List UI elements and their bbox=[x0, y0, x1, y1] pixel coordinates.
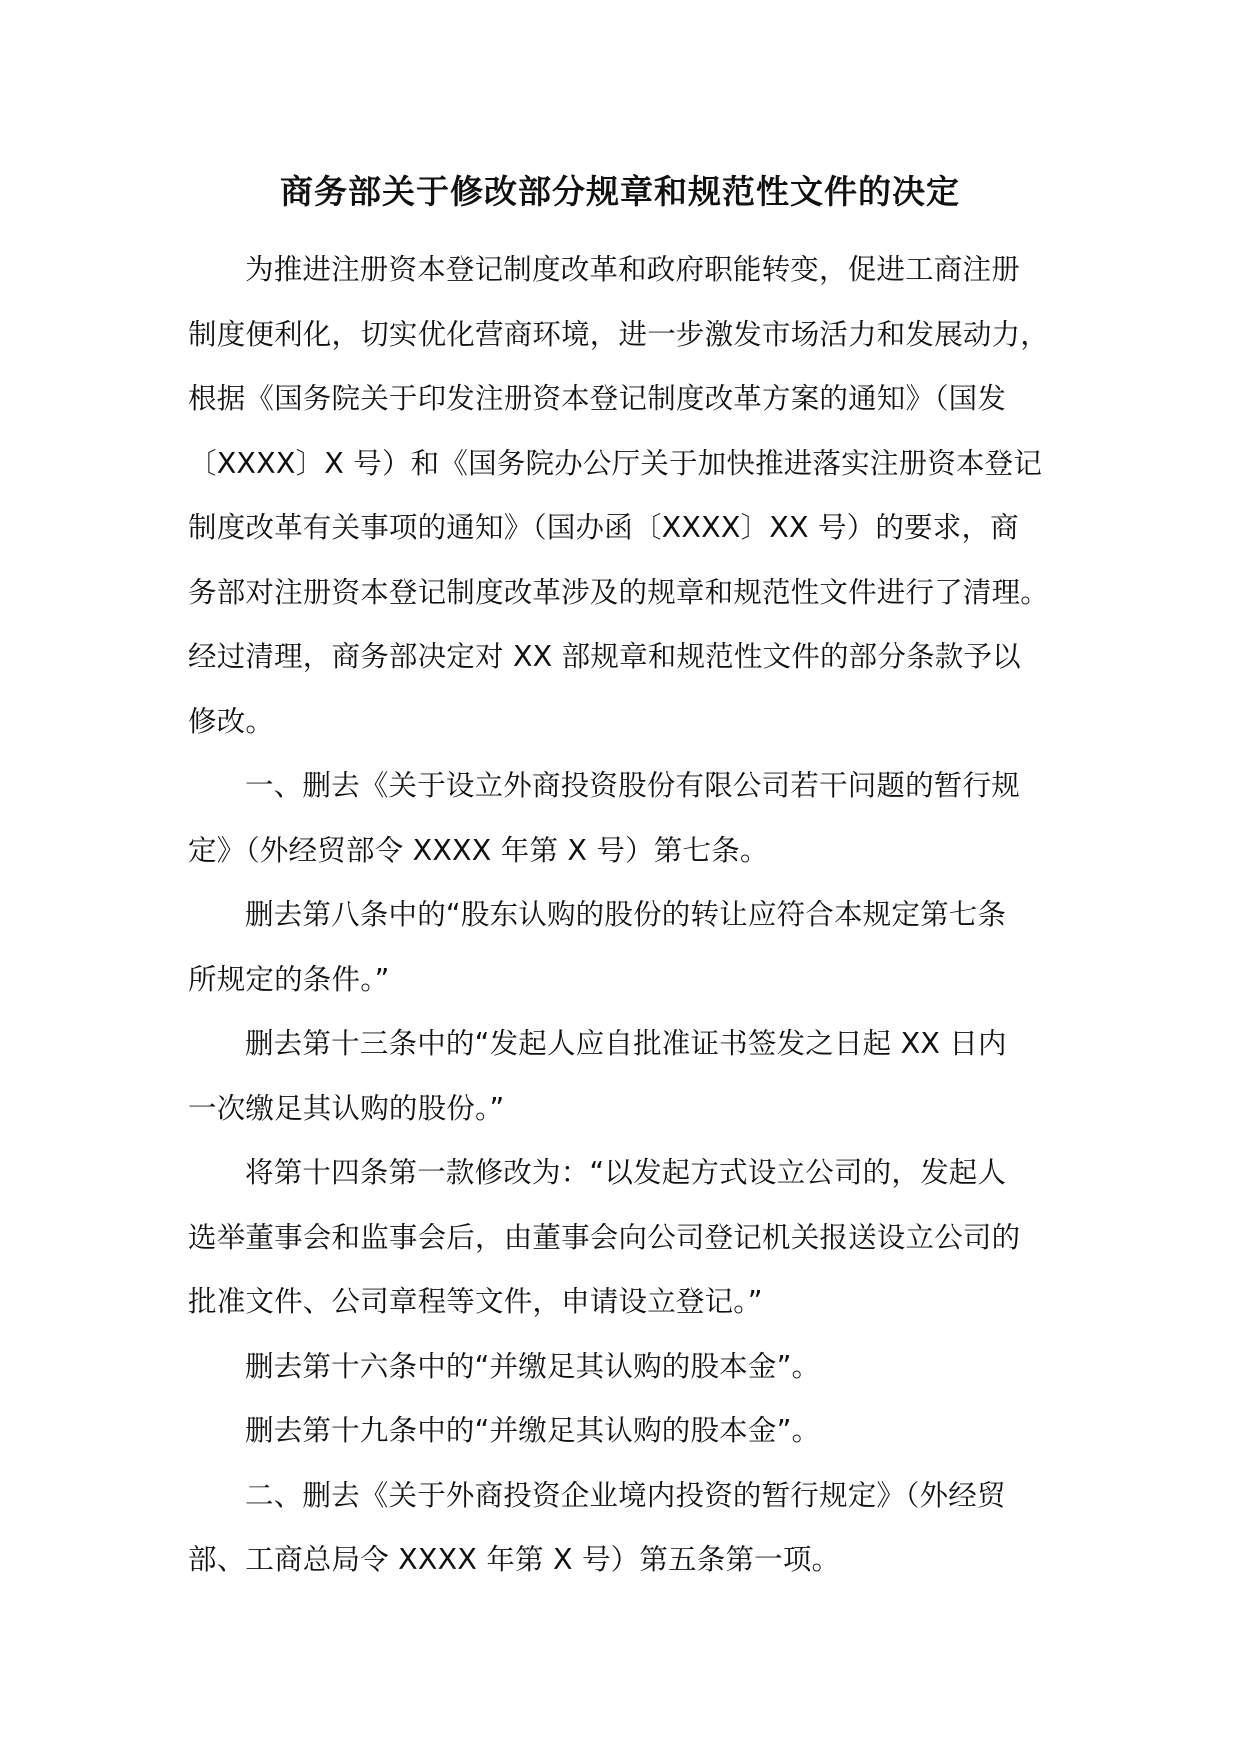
paragraph-item-1 bbox=[188, 754, 1088, 883]
text-line: 根据《国务院关于印发注册资本登记制度改革方案的通知》（国发 bbox=[188, 382, 1007, 415]
text-line: 制度改革有关事项的通知》（国办函〔XXXX〕XX 号）的要求，商 bbox=[188, 511, 1019, 544]
text-line: 务部对注册资本登记制度改革涉及的规章和规范性文件进行了清理。 bbox=[188, 575, 1050, 609]
text-line: 〔XXXX〕X 号）和《国务院办公厅关于加快推进落实注册资本登记 bbox=[188, 446, 1043, 480]
text-line: 定》（外经贸部令 XXXX 年第 X 号）第七条。 bbox=[188, 833, 769, 867]
document-title: 商务部关于修改部分规章和规范性文件的决定 bbox=[280, 172, 960, 211]
text-line: 删去第十六条中的“并缴足其认购的股本金”。 bbox=[245, 1349, 821, 1383]
paragraph-article-8 bbox=[188, 883, 1088, 1012]
text-line: 一、删去《关于设立外商投资股份有限公司若干问题的暂行规 bbox=[245, 769, 1020, 802]
paragraph-article-19 bbox=[188, 1399, 1088, 1464]
text-line: 将第十四条第一款修改为：“以发起方式设立公司的，发起人 bbox=[245, 1156, 1007, 1189]
paragraph-article-16 bbox=[188, 1335, 1088, 1400]
text-line: 批准文件、公司章程等文件，申请设立登记。” bbox=[188, 1285, 763, 1318]
paragraph-article-14 bbox=[188, 1141, 1088, 1335]
text-line: 为推进注册资本登记制度改革和政府职能转变，促进工商注册 bbox=[245, 253, 1020, 286]
text-line: 二、删去《关于外商投资企业境内投资的暂行规定》（外经贸 bbox=[245, 1478, 1006, 1512]
text-line: 制度便利化，切实优化营商环境，进一步激发市场活力和发展动力， bbox=[188, 317, 1050, 351]
text-line: 经过清理，商务部决定对 XX 部规章和规范性文件的部分条款予以 bbox=[188, 640, 1021, 673]
text-line: 部、工商总局令 XXXX 年第 X 号）第五条第一项。 bbox=[188, 1543, 841, 1576]
document-body bbox=[188, 238, 1088, 1593]
paragraph-item-2 bbox=[188, 1464, 1088, 1593]
text-line: 所规定的条件。” bbox=[188, 962, 390, 996]
paragraph-preamble bbox=[188, 238, 1088, 754]
text-line: 删去第十九条中的“并缴足其认购的股本金”。 bbox=[245, 1414, 821, 1447]
text-line: 删去第八条中的“股东认购的股份的转让应符合本规定第七条 bbox=[245, 898, 1007, 931]
paragraph-article-13 bbox=[188, 1012, 1088, 1141]
text-line: 选举董事会和监事会后，由董事会向公司登记机关报送设立公司的 bbox=[188, 1220, 1021, 1254]
text-line: 修改。 bbox=[188, 704, 275, 738]
text-line: 删去第十三条中的“发起人应自批准证书签发之日起 XX 日内 bbox=[245, 1027, 1007, 1060]
text-line: 一次缴足其认购的股份。” bbox=[188, 1091, 505, 1125]
